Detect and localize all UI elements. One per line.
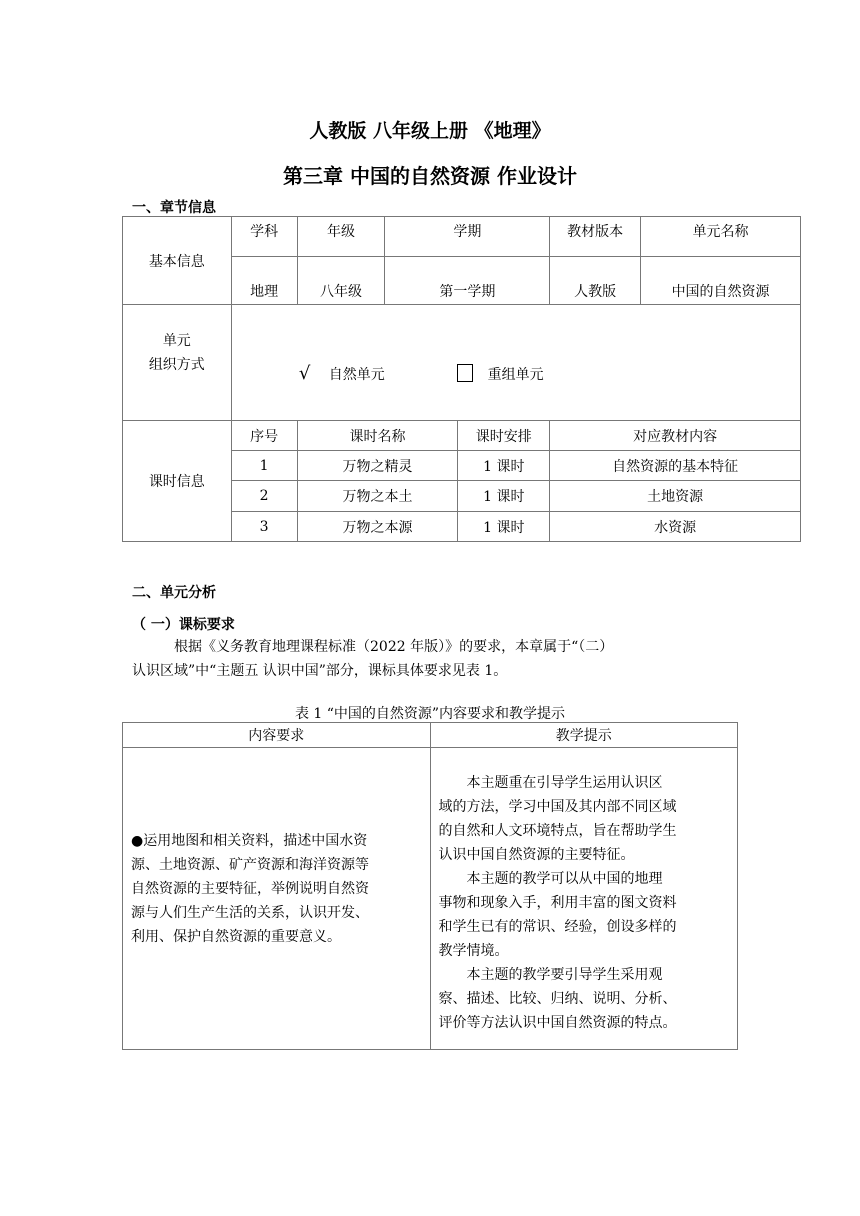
lesson-schedule: 1 课时 (458, 481, 550, 512)
paragraph-line1: 根据《义务教育地理课程标准（2022 年版）》的要求，本章属于“（二） (174, 639, 614, 655)
lessons-header-name: 课时名称 (297, 421, 458, 451)
text-line: ●运用地图和相关资料，描述中国水资 (131, 833, 368, 849)
requirements-table (122, 722, 738, 1050)
lesson-index: 1 (231, 451, 297, 481)
organization-label-line1: 单元 (162, 333, 191, 349)
header-teaching-tips: 教学提示 (430, 723, 738, 748)
section-heading-chapter-info: 一、章节信息 (132, 200, 216, 216)
teaching-tips-cell (430, 748, 738, 1050)
text-line: 本主题的教学可以从中国的地理 (438, 871, 663, 887)
lesson-name: 万物之本土 (297, 481, 458, 512)
text-line: 的自然和人文环境特点，旨在帮助学生 (438, 823, 677, 839)
document-title: 人教版 八年级上册 《地理》 (309, 120, 551, 142)
section-heading-unit-analysis: 二、单元分析 (132, 585, 216, 601)
paragraph-line2: 认识区域”中“主题五 认识中国”部分，课标具体要求见表 1。 (132, 663, 508, 679)
content-requirements-cell (123, 748, 431, 1050)
lesson-name: 万物之精灵 (297, 451, 458, 481)
organization-label (123, 305, 232, 421)
header-edition: 教材版本 (550, 217, 641, 257)
text-line: 源、土地资源、矿产资源和海洋资源等 (131, 857, 369, 873)
header-unit-name: 单元名称 (641, 217, 801, 257)
checkbox-regroup-icon[interactable] (457, 364, 473, 382)
organization-options (231, 305, 800, 421)
chapter-info-table (122, 216, 801, 542)
teaching-tips-text (439, 771, 732, 1035)
lesson-content: 水资源 (550, 512, 801, 542)
text-line: 认识中国自然资源的主要特征。 (438, 847, 635, 863)
basic-info-label: 基本信息 (123, 217, 232, 305)
text-line: 自然资源的主要特征，举例说明自然资 (131, 881, 369, 897)
lesson-schedule: 1 课时 (458, 512, 550, 542)
document-subtitle: 第三章 中国的自然资源 作业设计 (283, 164, 577, 188)
header-grade: 年级 (297, 217, 385, 257)
header-term: 学期 (385, 217, 550, 257)
organization-label-line2: 组织方式 (148, 357, 205, 373)
value-subject: 地理 (231, 257, 297, 305)
text-line: 教学情境。 (438, 943, 509, 959)
table-caption: 表 1 “中国的自然资源”内容要求和教学提示 (294, 706, 566, 722)
value-edition: 人教版 (550, 257, 641, 305)
lessons-header-schedule: 课时安排 (458, 421, 550, 451)
header-subject: 学科 (231, 217, 297, 257)
text-line: 评价等方法认识中国自然资源的特点。 (438, 1015, 677, 1031)
content-requirements-text (131, 829, 424, 949)
lesson-content: 自然资源的基本特征 (550, 451, 801, 481)
option-natural-unit[interactable]: 自然单元 (328, 367, 385, 383)
text-line: 域的方法，学习中国及其内部不同区域 (438, 799, 677, 815)
text-line: 和学生已有的常识、经验，创设多样的 (438, 919, 677, 935)
text-line: 事物和现象入手，利用丰富的图文资料 (438, 895, 677, 911)
lesson-content: 土地资源 (550, 481, 801, 512)
lesson-index: 2 (231, 481, 297, 512)
value-grade: 八年级 (297, 257, 385, 305)
value-term: 第一学期 (385, 257, 550, 305)
check-mark-icon: √ (298, 363, 311, 384)
value-unit-name: 中国的自然资源 (641, 257, 801, 305)
lessons-header-index: 序号 (231, 421, 297, 451)
option-regroup-unit[interactable]: 重组单元 (487, 367, 544, 383)
text-line: 源与人们生产生活的关系，认识开发、 (131, 905, 369, 921)
lesson-name: 万物之本源 (297, 512, 458, 542)
sub-heading-curriculum: （ 一）课标要求 (132, 617, 235, 633)
lesson-schedule: 1 课时 (458, 451, 550, 481)
text-line: 察、描述、比较、归纳、说明、分析、 (438, 991, 677, 1007)
header-content-requirements: 内容要求 (123, 723, 431, 748)
text-line: 本主题的教学要引导学生采用观 (438, 967, 663, 983)
lesson-index: 3 (231, 512, 297, 542)
text-line: 利用、保护自然资源的重要意义。 (131, 929, 341, 945)
lessons-label: 课时信息 (123, 421, 232, 542)
lessons-header-content: 对应教材内容 (550, 421, 801, 451)
text-line: 本主题重在引导学生运用认识区 (438, 775, 663, 791)
